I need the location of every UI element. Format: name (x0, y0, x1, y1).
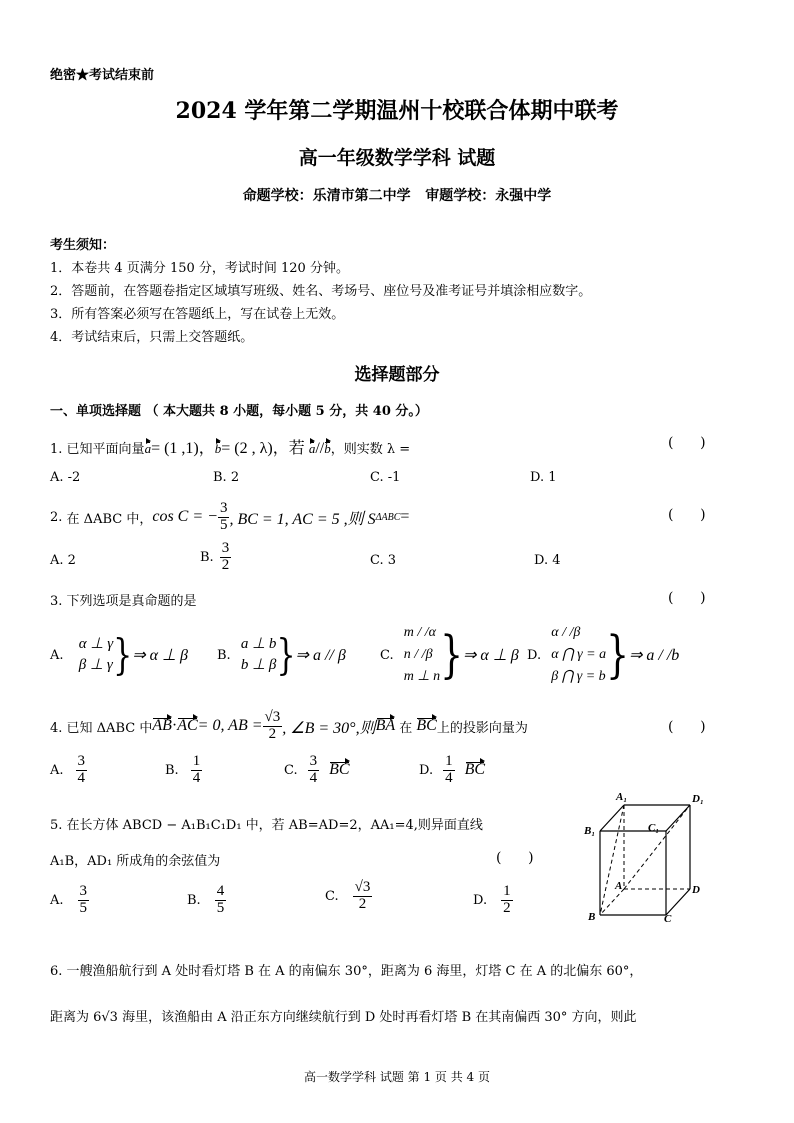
option-b: B. 2 (213, 470, 240, 485)
vertex-label: B (588, 911, 596, 923)
question-text: 在 ΔABC 中， (66, 511, 153, 527)
secret-tag: 绝密★考试结束前 (50, 68, 155, 83)
vertex-label: D (692, 884, 700, 896)
angle-condition: , ∠B = 30°,则 (282, 719, 376, 737)
condition: m / /α (403, 625, 437, 641)
fraction (501, 884, 513, 917)
answer-parentheses: ( ) (668, 507, 706, 523)
option-label: B. (165, 762, 179, 778)
vector-b-value: = (2 , λ)，若 (221, 440, 305, 457)
fraction (191, 754, 203, 787)
section-heading: 一、单项选择题 （ 本大题共 8 小题，每小题 5 分，共 40 分。） (50, 404, 428, 419)
right-brace: } (440, 626, 464, 684)
vector-a: a (308, 441, 316, 456)
question-text: ，则实数 λ = (330, 442, 411, 457)
part-title: 选择题部分 (354, 365, 440, 385)
conclusion: ⇒ α ⊥ β (132, 647, 188, 664)
right-brace: } (606, 626, 629, 684)
denominator: 4 (77, 769, 86, 786)
conclusion: ⇒ α ⊥ β (463, 647, 519, 664)
numerator: √3 (264, 708, 281, 725)
option-label: A. (50, 762, 64, 778)
option-a: A. -2 (50, 470, 81, 485)
denominator: 4 (309, 769, 318, 786)
question-6-line-2: 距离为 6√3 海里，该渔船由 A 沿正东方向继续航行到 D 处时再看灯塔 B 在其南偏西 30° 方向，则此 (50, 1010, 637, 1025)
option-label: C. (325, 888, 339, 904)
notice-item: 3．所有答案必须写在答题纸上，写在试卷上无效。 (50, 307, 345, 322)
cuboid-diagram (578, 795, 708, 925)
question-text: 上的投影向量为 (436, 720, 528, 736)
condition: α / /β (551, 625, 581, 641)
vector-ab: AB (152, 717, 172, 734)
exam-subtitle: 高一年级数学学科 试题 (298, 147, 496, 169)
vertex-label: A₁ (616, 791, 628, 803)
subscript: ΔABC (375, 511, 401, 523)
option-d (473, 884, 513, 917)
vector-b: b (324, 441, 331, 456)
numerator: 3 (79, 883, 88, 899)
numerator: 1 (445, 753, 453, 769)
question-text: 4. 已知 ΔABC 中 (50, 720, 153, 736)
answer-parentheses: ( ) (668, 590, 706, 606)
cos-expression: cos C = − (152, 508, 218, 525)
vector-bc: BC (416, 717, 437, 734)
equation: = 0, AB = (197, 717, 263, 734)
numerator: 3 (309, 753, 318, 769)
option-c: C. -1 (370, 470, 401, 485)
option-c: C. 3 (370, 553, 397, 568)
option-a (50, 884, 89, 917)
denominator: 2 (358, 895, 367, 912)
right-brace: } (113, 630, 133, 680)
option-b (187, 884, 226, 917)
vertex-label: B₁ (584, 825, 596, 837)
condition: a ⊥ b (240, 636, 277, 652)
numerator: 3 (219, 499, 228, 516)
notice-heading: 考生须知： (50, 238, 116, 253)
option-d: D. 1 (530, 470, 557, 485)
question-number: 1. (50, 442, 63, 457)
option-a (50, 754, 87, 787)
denominator: 2 (503, 899, 511, 916)
numerator: 1 (192, 753, 201, 769)
option-label: B. (217, 647, 231, 663)
denominator: 4 (192, 769, 201, 786)
condition: β ⋂ γ = b (551, 668, 606, 684)
option-label: D. (527, 647, 542, 663)
option-d (419, 754, 485, 787)
notice-item: 4．考试结束后，只需上交答题纸。 (50, 330, 254, 345)
condition: α ⋂ γ = a (551, 647, 607, 663)
question-number: 2. (50, 509, 63, 525)
option-b (165, 754, 202, 787)
conclusion: ⇒ a / /b (628, 647, 680, 664)
vector-a-value: = (1 ,1)， (151, 440, 215, 457)
denominator: 2 (268, 725, 277, 742)
fraction (78, 884, 90, 917)
question-text: 在 (395, 720, 417, 736)
option-label: D. (419, 762, 434, 778)
cuboid-figure (578, 791, 708, 925)
condition: b ⊥ β (240, 657, 277, 673)
page-footer: 高一数学学科 试题 第 1 页 共 4 页 (304, 1070, 490, 1084)
question-text: 已知平面向量 (66, 442, 145, 457)
vector-ba: BA (375, 717, 396, 734)
condition: β ⊥ γ (78, 657, 113, 673)
question-5-line-2: A₁B，AD₁ 所成角的余弦值为 (50, 854, 221, 869)
condition-lines (79, 634, 113, 676)
option-c (284, 754, 350, 787)
option-label: C. (284, 762, 298, 778)
equals: = (400, 508, 410, 525)
option-c (380, 620, 519, 690)
fraction (353, 880, 373, 913)
vertex-label: C (664, 913, 672, 925)
notice-item: 1．本卷共 4 页满分 150 分，考试时间 120 分钟。 (50, 261, 349, 276)
condition-lines (241, 634, 277, 676)
numerator: 3 (221, 540, 230, 556)
option-label: B. (200, 549, 214, 565)
vertex-label: C₁ (648, 822, 660, 834)
option-label: A. (50, 892, 64, 908)
answer-parentheses: ( ) (668, 435, 706, 451)
numerator: 4 (216, 883, 225, 899)
notice-item: 2．答题前，在答题卷指定区域填写班级、姓名、考场号、座位号及准考证号并填涂相应数字。 (50, 284, 592, 299)
exam-title: 2024 学年第二学期温州十校联合体期中联考 (175, 98, 619, 124)
school-info: 命题学校：乐清市第二中学 审题学校：永强中学 (242, 188, 552, 204)
answer-parentheses: ( ) (496, 850, 534, 866)
vector-bc: BC (464, 761, 486, 779)
numerator: √3 (354, 879, 371, 895)
fraction (220, 541, 232, 574)
dot-sign: · (171, 717, 178, 734)
vector-ac: AC (177, 717, 198, 734)
condition-lines (551, 622, 606, 687)
question-4 (50, 706, 528, 746)
question-1 (50, 435, 410, 458)
parallel-sign: // (315, 440, 325, 457)
numerator: 1 (503, 883, 511, 899)
vector-a: a (144, 441, 152, 456)
option-label: B. (187, 892, 201, 908)
fraction (263, 710, 283, 743)
condition-lines (404, 622, 440, 687)
fraction (218, 501, 230, 534)
option-label: D. (473, 892, 488, 908)
option-b (200, 541, 231, 574)
given-values: , BC = 1, AC = 5 ,则 S (229, 510, 376, 528)
denominator: 5 (219, 516, 228, 533)
denominator: 2 (221, 556, 230, 573)
question-6-line-1: 6. 一艘渔船航行到 A 处时看灯塔 B 在 A 的南偏东 30°，距离为 6 海里，灯塔 C 在 A 的北偏东 60°， (50, 964, 643, 979)
option-b (217, 624, 346, 686)
condition: α ⊥ γ (78, 636, 114, 652)
option-a: A. 2 (50, 553, 76, 568)
fraction (308, 754, 320, 787)
vertex-label: D₁ (692, 793, 704, 805)
option-d (527, 620, 679, 690)
fraction (443, 754, 455, 787)
right-brace: } (276, 630, 296, 680)
question-2 (50, 497, 409, 537)
vector-b: b (214, 441, 222, 456)
question-3: 3. 下列选项是真命题的是 (50, 594, 197, 609)
option-c (325, 880, 372, 913)
vertex-label: A (615, 880, 623, 892)
condition: n / /β (403, 647, 433, 663)
answer-parentheses: ( ) (668, 719, 706, 735)
condition: m ⊥ n (403, 668, 441, 684)
question-5-line-1: 5. 在长方体 ABCD − A₁B₁C₁D₁ 中，若 AB=AD=2，AA₁=4,则异面直线 (50, 818, 483, 833)
denominator: 4 (445, 769, 453, 786)
denominator: 5 (216, 899, 225, 916)
option-label: A. (50, 647, 64, 663)
vector-bc: BC (329, 761, 350, 779)
fraction (215, 884, 227, 917)
option-d: D. 4 (534, 553, 561, 568)
numerator: 3 (77, 753, 86, 769)
option-label: C. (380, 647, 394, 663)
fraction (76, 754, 88, 787)
option-a (50, 624, 188, 686)
conclusion: ⇒ a // β (295, 647, 346, 664)
denominator: 5 (79, 899, 88, 916)
